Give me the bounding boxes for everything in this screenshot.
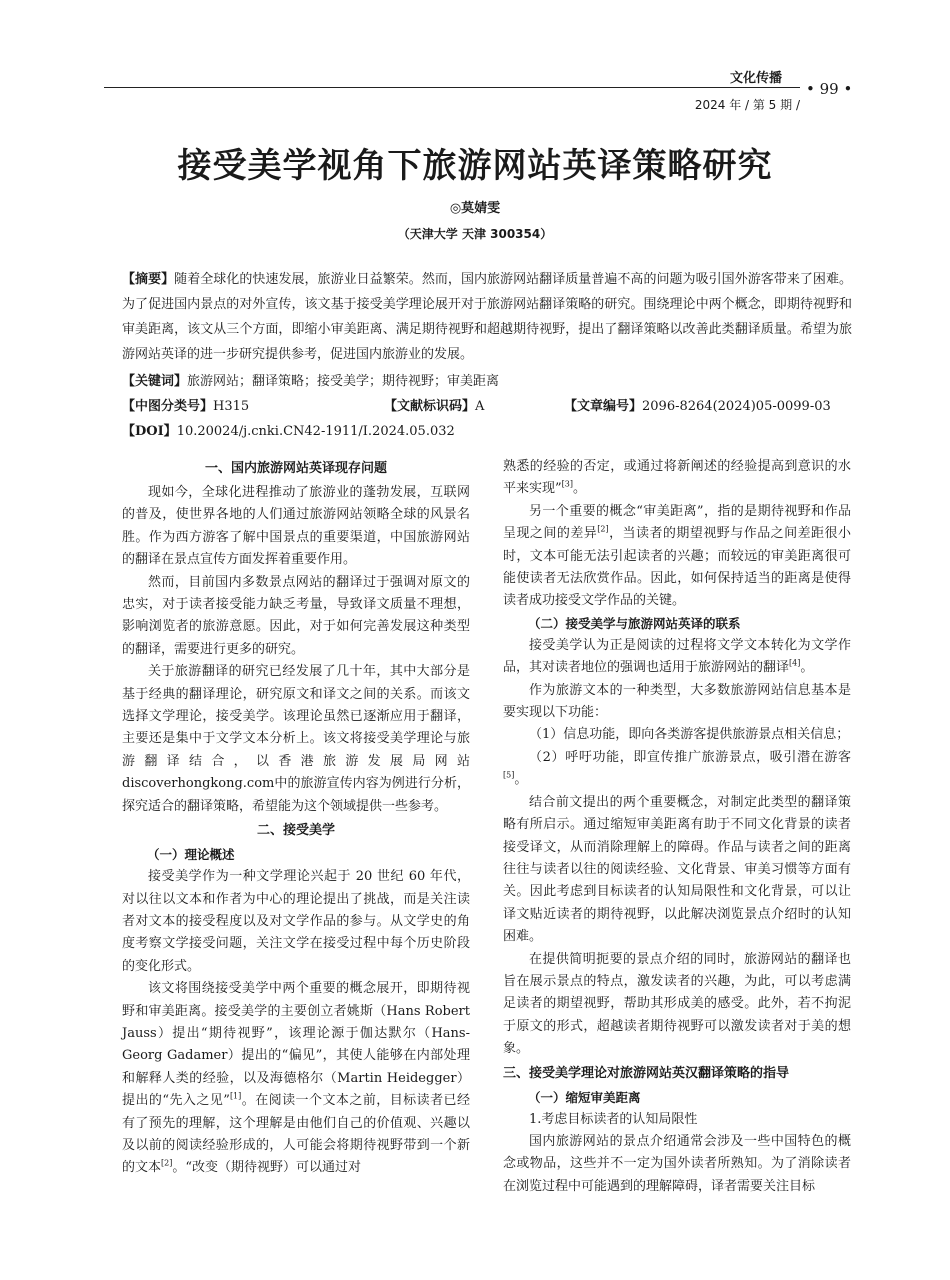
keywords	[122, 369, 852, 394]
article-title: 接受美学视角下旅游网站英译策略研究	[177, 146, 773, 186]
section-heading-1: 一、国内旅游网站英译现存问题	[204, 461, 387, 476]
paragraph	[503, 501, 851, 613]
list-item: （1）信息功能，即向各类游客提供旅游景点相关信息；	[529, 727, 850, 743]
citation: [3]	[561, 480, 573, 490]
paragraph: 现如今，全球化进程推动了旅游业的蓬勃发展，互联网的普及，使世界各地的人们通过旅游网站领略全球的风景名胜。作为西方游客了解中国景点的重要渠道，中国旅游网站的翻译在景点宣传方面发挥着重要作用。	[122, 485, 470, 568]
classification-line	[122, 394, 852, 419]
subsection-heading: （一）缩短审美距离	[528, 1089, 641, 1105]
paragraph: 然而，目前国内多数景点网站的翻译过于强调对原文的忠实，对于读者接受能力缺乏考量，导致译文质量不理想，影响浏览者的旅游意愿。因此，对于如何完善发展这种类型的翻译，需要进行更多的研究。	[122, 574, 470, 657]
paragraph	[503, 635, 851, 680]
section-heading-3: 三、接受美学理论对旅游网站英汉翻译策略的指导	[503, 1065, 790, 1081]
paragraph: 关于旅游翻译的研究已经发展了几十年，其中大部分是基于经典的翻译理论，研究原文和译文之间的关系。而该文选择文学理论，接受美学。该理论虽然已逐渐应用于翻译，主要还是集中于文学文本分析上。该文将接受美学理论与旅游翻译结合，以香港旅游发展局网站discoverhongkong.com中的旅游宣传内容为例进行分析，探究适合的翻译策略，希望能为这个领域提供一些参考。	[122, 664, 470, 814]
clc-value: H315	[213, 399, 250, 414]
paragraph: 接受美学作为一种文学理论兴起于 20 世纪 60 年代，对以往以文本和作者为中心的理论提出了挑战，而是关注读者对文本的接受程度以及对文学作品的参与。从文学史的角度考察文学接受问题，关注文学在接受过程中每个历史阶段的变化形式。	[122, 869, 470, 974]
header-rule	[104, 87, 800, 88]
affiliation: （天津大学 天津 300354）	[397, 227, 553, 241]
author: ◎莫婧雯	[449, 201, 501, 216]
journal-name: 文化传播	[729, 71, 782, 86]
issue-info: 2024 年 / 第 5 期 /	[694, 98, 800, 112]
abstract	[122, 267, 852, 367]
clc-label: 【中图分类号】	[122, 399, 214, 414]
doi-label: 【DOI】	[122, 424, 177, 439]
citation: [1]	[229, 1091, 242, 1101]
paragraph-text: 。“改变（期待视野）可以通过对	[172, 1160, 362, 1176]
citation: [2]	[161, 1159, 173, 1169]
numbered-subheading: 1.考虑目标读者的认知局限性	[529, 1111, 698, 1127]
citation: [2]	[597, 524, 609, 534]
paragraph-text: 该文将围绕接受美学中两个重要的概念展开，即期待视野和审美距离。接受美学的主要创立者姚斯（Hans Robert Jauss）提出“期待视野”，该理论源于伽达默尔（Hans-Georg Gadamer）提出的“偏见”，其使人能够在内部处理和解释人类的经验，以及海德格尔（Martin Heidegger）提出的“先入之见”	[122, 981, 470, 1109]
abstract-text: 随着全球化的快速发展，旅游业日益繁荣。然而，国内旅游网站翻译质量普遍不高的问题为吸引国外游客带来了困难。为了促进国内景点的对外宣传，该文基于接受美学理论展开对于旅游网站翻译策略的研究。围绕理论中两个概念，即期待视野和审美距离，该文从三个方面，即缩小审美距离、满足期待视野和超越期待视野，提出了翻译策略以改善此类翻译质量。希望为旅游网站英译的进一步研究提供参考，促进国内旅游业的发展。	[122, 272, 852, 362]
doi-text: 10.20024/j.cnki.CN42-1911/I.2024.05.032	[176, 424, 455, 439]
paragraph: 在提供简明扼要的景点介绍的同时，旅游网站的翻译也旨在展示景点的特点，激发读者的兴趣，为此，可以考虑满足读者的期望视野，帮助其形成美的感受。此外，若不拘泥于原文的形式，超越读者期待视野可以激发读者对于美的想象。	[503, 951, 851, 1057]
citation: [5]	[503, 770, 515, 780]
list-item-text: 。	[514, 772, 528, 788]
keywords-label: 【关键词】	[122, 374, 188, 389]
paragraph-text: 。	[800, 660, 814, 676]
list-item-text: （2）呼吁功能，即宣传推广旅游景点，吸引潜在游客	[529, 749, 851, 765]
paragraph	[503, 456, 851, 501]
section-heading-2: 二、接受美学	[256, 823, 335, 839]
paragraph: 结合前文提出的两个重要概念，对制定此类型的翻译策略有所启示。通过缩短审美距离有助于不同文化背景的读者接受译文，从而消除理解上的障碍。作品与读者之间的距离往往与读者以往的阅读经验、文化背景、审美习惯等方面有关。因此考虑到目标读者的认知局限性和文化背景，可以让译文贴近读者的期待视野，以此解决浏览景点介绍时的认知困难。	[503, 794, 851, 945]
paragraph: 国内旅游网站的景点介绍通常会涉及一些中国特色的概念或物品，这些并不一定为国外读者所熟知。为了消除读者在浏览过程中可能遇到的理解障碍，译者需要关注目标	[503, 1133, 851, 1194]
paragraph-text: 接受美学认为正是阅读的过程将文学文本转化为文学作品，其对读者地位的强调也适用于旅游网站的翻译	[503, 637, 851, 676]
keywords-text: 旅游网站；翻译策略；接受美学；期待视野；审美距离	[187, 374, 500, 389]
doi	[122, 419, 852, 444]
list-item	[503, 747, 851, 792]
article-number-value: 2096-8264(2024)05-0099-03	[642, 399, 831, 414]
page-number: • 99 •	[806, 80, 853, 98]
right-column	[503, 456, 851, 1198]
paragraph-text: 另一个重要的概念“审美距离”，指的是期待视野和作品呈现之间的差异	[503, 503, 851, 542]
doc-code-value: A	[475, 399, 485, 414]
left-column	[122, 456, 470, 1180]
article-number-label: 【文章编号】	[564, 399, 643, 414]
citation: [4]	[789, 658, 801, 668]
paragraph: 作为旅游文本的一种类型，大多数旅游网站信息基本是要实现以下功能：	[503, 682, 851, 721]
paragraph-text: 熟悉的经验的否定，或通过将新阐述的经验提高到意识的水平来实现”	[503, 459, 851, 497]
paragraph-text: 。	[573, 481, 587, 497]
paragraph-text: 。在阅读一个文本之前，目标读者已经有了预先的理解，这个理解是由他们自己的价值观、兴趣以及以前的阅读经验形成的，人可能会将期待视野带到一个新的文本	[122, 1093, 470, 1176]
subsection-heading: （一）理论概述	[147, 847, 235, 863]
abstract-label: 【摘要】	[122, 272, 175, 287]
doc-code-label: 【文献标识码】	[384, 399, 476, 414]
paragraph-text: ，当读者的期望视野与作品之间差距很小时，文本可能无法引起读者的兴趣；而较远的审美距离很可能使读者无法欣赏作品。因此，如何保持适当的距离是使得读者成功接受文学作品的关键。	[503, 526, 851, 609]
subsection-heading: （二）接受美学与旅游网站英译的联系	[528, 615, 741, 631]
paragraph	[122, 978, 470, 1180]
